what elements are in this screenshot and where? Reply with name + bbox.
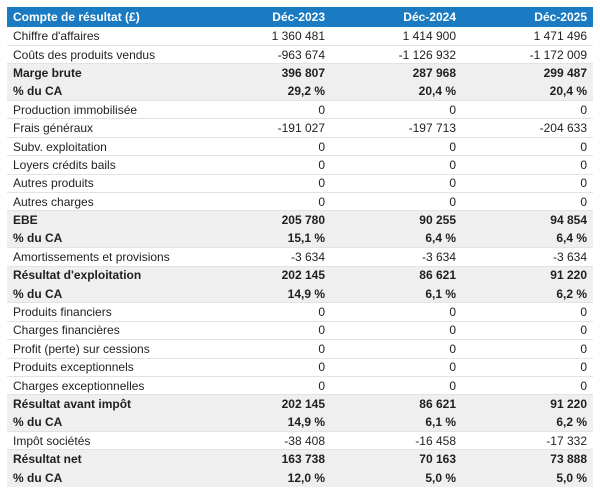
row-value: 0 bbox=[462, 174, 593, 192]
row-value: 0 bbox=[200, 321, 331, 339]
table-row bbox=[7, 248, 593, 266]
row-label: Impôt sociétés bbox=[7, 432, 200, 450]
row-label: Résultat d'exploitation bbox=[7, 266, 200, 284]
table-row bbox=[7, 413, 593, 431]
row-value: 0 bbox=[462, 156, 593, 174]
income-statement-table bbox=[7, 7, 593, 487]
row-value: 163 738 bbox=[200, 450, 331, 468]
row-label: % du CA bbox=[7, 413, 200, 431]
row-value: 91 220 bbox=[462, 266, 593, 284]
row-value: 0 bbox=[331, 174, 462, 192]
row-value: 299 487 bbox=[462, 64, 593, 82]
row-value: 6,4 % bbox=[462, 229, 593, 247]
row-value: 0 bbox=[200, 174, 331, 192]
row-value: -1 172 009 bbox=[462, 45, 593, 63]
row-value: 5,0 % bbox=[462, 468, 593, 486]
row-value: 6,4 % bbox=[331, 229, 462, 247]
table-row bbox=[7, 395, 593, 413]
table-row bbox=[7, 266, 593, 284]
row-value: 70 163 bbox=[331, 450, 462, 468]
table-row bbox=[7, 284, 593, 302]
table-body bbox=[7, 27, 593, 487]
row-label: Charges financières bbox=[7, 321, 200, 339]
income-statement-grid bbox=[7, 7, 593, 487]
row-value: 14,9 % bbox=[200, 413, 331, 431]
row-value: 6,1 % bbox=[331, 284, 462, 302]
row-value: -17 332 bbox=[462, 432, 593, 450]
row-value: 0 bbox=[331, 303, 462, 321]
row-value: 0 bbox=[200, 137, 331, 155]
row-value: 0 bbox=[200, 340, 331, 358]
table-row bbox=[7, 119, 593, 137]
row-value: 0 bbox=[462, 376, 593, 394]
row-value: 94 854 bbox=[462, 211, 593, 229]
row-value: 0 bbox=[331, 193, 462, 211]
row-label: Loyers crédits bails bbox=[7, 156, 200, 174]
table-row bbox=[7, 174, 593, 192]
row-value: 15,1 % bbox=[200, 229, 331, 247]
table-header-row bbox=[7, 7, 593, 27]
row-value: 20,4 % bbox=[462, 82, 593, 100]
row-value: 0 bbox=[462, 101, 593, 119]
row-label: Résultat net bbox=[7, 450, 200, 468]
table-row bbox=[7, 450, 593, 468]
row-label: Résultat avant impôt bbox=[7, 395, 200, 413]
row-value: 202 145 bbox=[200, 266, 331, 284]
row-value: 91 220 bbox=[462, 395, 593, 413]
row-value: -963 674 bbox=[200, 45, 331, 63]
row-value: 73 888 bbox=[462, 450, 593, 468]
table-row bbox=[7, 82, 593, 100]
row-value: 6,2 % bbox=[462, 284, 593, 302]
row-value: 287 968 bbox=[331, 64, 462, 82]
column-header-dec-2024: Déc-2024 bbox=[331, 7, 462, 27]
row-value: -204 633 bbox=[462, 119, 593, 137]
table-title: Compte de résultat (£) bbox=[7, 7, 200, 27]
row-value: 0 bbox=[331, 156, 462, 174]
table-row bbox=[7, 156, 593, 174]
table-row bbox=[7, 340, 593, 358]
row-value: 0 bbox=[331, 321, 462, 339]
row-value: 0 bbox=[331, 358, 462, 376]
row-label: Produits exceptionnels bbox=[7, 358, 200, 376]
row-value: 0 bbox=[200, 156, 331, 174]
row-value: -191 027 bbox=[200, 119, 331, 137]
row-value: 0 bbox=[462, 303, 593, 321]
row-label: Charges exceptionnelles bbox=[7, 376, 200, 394]
row-value: -197 713 bbox=[331, 119, 462, 137]
row-label: Amortissements et provisions bbox=[7, 248, 200, 266]
row-value: 0 bbox=[462, 321, 593, 339]
row-label: % du CA bbox=[7, 468, 200, 486]
row-value: 0 bbox=[462, 340, 593, 358]
row-label: Autres produits bbox=[7, 174, 200, 192]
row-value: 396 807 bbox=[200, 64, 331, 82]
row-label: Profit (perte) sur cessions bbox=[7, 340, 200, 358]
table-row bbox=[7, 468, 593, 486]
row-value: 202 145 bbox=[200, 395, 331, 413]
row-value: 86 621 bbox=[331, 266, 462, 284]
table-row bbox=[7, 137, 593, 155]
row-value: 1 360 481 bbox=[271, 28, 325, 43]
row-value: 205 780 bbox=[200, 211, 331, 229]
row-value: 0 bbox=[331, 101, 462, 119]
table-row bbox=[7, 321, 593, 339]
row-value: -3 634 bbox=[462, 248, 593, 266]
column-header-dec-2025: Déc-2025 bbox=[462, 7, 593, 27]
row-value: 20,4 % bbox=[331, 82, 462, 100]
row-label: Coûts des produits vendus bbox=[7, 45, 200, 63]
table-row bbox=[7, 45, 593, 63]
row-value: 0 bbox=[331, 340, 462, 358]
row-value: 5,0 % bbox=[331, 468, 462, 486]
row-value: -3 634 bbox=[200, 248, 331, 266]
row-value: 90 255 bbox=[331, 211, 462, 229]
column-header-dec-2023: Déc-2023 bbox=[200, 7, 331, 27]
row-value: 0 bbox=[462, 193, 593, 211]
table-row bbox=[7, 193, 593, 211]
table-row bbox=[7, 358, 593, 376]
row-value: 6,1 % bbox=[331, 413, 462, 431]
row-value: 0 bbox=[200, 358, 331, 376]
row-label: EBE bbox=[7, 211, 200, 229]
row-label: Subv. exploitation bbox=[7, 137, 200, 155]
row-value: 0 bbox=[331, 376, 462, 394]
row-value: 0 bbox=[200, 193, 331, 211]
row-value: 14,9 % bbox=[200, 284, 331, 302]
row-value: -16 458 bbox=[331, 432, 462, 450]
row-label: Chiffre d'affaires bbox=[13, 28, 100, 43]
row-value: 29,2 % bbox=[200, 82, 331, 100]
row-label: Marge brute bbox=[7, 64, 200, 82]
row-value: 0 bbox=[200, 101, 331, 119]
row-label: Production immobilisée bbox=[7, 101, 200, 119]
row-label: % du CA bbox=[7, 284, 200, 302]
row-label: % du CA bbox=[7, 82, 200, 100]
table-row bbox=[7, 229, 593, 247]
table-row bbox=[7, 27, 593, 45]
row-value: 6,2 % bbox=[462, 413, 593, 431]
table-row bbox=[7, 432, 593, 450]
row-value: 0 bbox=[200, 303, 331, 321]
row-value: -1 126 932 bbox=[331, 45, 462, 63]
table-row bbox=[7, 376, 593, 394]
row-label: Autres charges bbox=[7, 193, 200, 211]
row-value: 0 bbox=[462, 358, 593, 376]
row-value: 0 bbox=[462, 137, 593, 155]
table-row bbox=[7, 211, 593, 229]
row-value: 1 471 496 bbox=[533, 28, 587, 43]
row-value: 1 414 900 bbox=[402, 28, 456, 43]
table-row bbox=[7, 303, 593, 321]
row-value: -3 634 bbox=[331, 248, 462, 266]
row-value: 86 621 bbox=[331, 395, 462, 413]
table-row bbox=[7, 101, 593, 119]
row-value: 0 bbox=[200, 376, 331, 394]
row-value: -38 408 bbox=[200, 432, 331, 450]
row-value: 0 bbox=[331, 137, 462, 155]
row-label: Produits financiers bbox=[7, 303, 200, 321]
row-label: % du CA bbox=[7, 229, 200, 247]
row-label: Frais généraux bbox=[7, 119, 200, 137]
table-row bbox=[7, 64, 593, 82]
row-value: 12,0 % bbox=[200, 468, 331, 486]
